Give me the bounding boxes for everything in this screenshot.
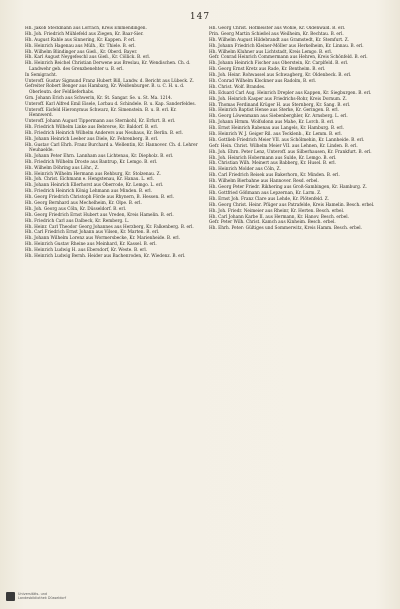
register-entry: Hh. Georg Löwenmann aus Siebenberghler, Kr. Arnsberg. L. erl. [209, 114, 348, 120]
register-entry: Hh. Georg Peter Friedr. Rikhering aus Groß-Sambingen, Kr. Hamburg. Z. [209, 185, 367, 191]
register-entry: Hh. Gottfried Gößmann aus Lepzernan, Kr. Larm. Z. [209, 190, 322, 196]
register-entry: Hh. Georg Christ. Heinr. Pfüger aus Patrafelde, Kreis Hamelin. Besch. erbel. [209, 202, 375, 208]
register-entry: Hh. Johann Friedrich Kleiner-Möller aus Herkelheim, Kr. Linnau. B. erl. [209, 43, 364, 49]
register-entry: Hh. Thomas Ferdinand Krüger H. aus Sternberg, Kr. Sang. B. erl. [209, 102, 351, 108]
register-entry: Hh. Wilhelm August Hildebrandt aus Gramstedt, Kr. Stemfurt. Z. [209, 37, 350, 43]
right-column [209, 26, 383, 586]
register-entry: Hh. Joh. Georg aus Cöln, Kr. Düsseldorf. B. erl. [25, 206, 127, 212]
register-entry: Prin. Georg Martin Schießel aus Weilheim, Kr. Bechtau. B. erl. [209, 31, 344, 37]
register-entry: Hh. Wilhelm Döhring aus Löhr., Z. [25, 165, 99, 171]
register-entry: Hh. Wilhelm Kluhner aus Lichtstadt, Kreis Lemgo. B. erl. [209, 49, 333, 55]
register-entry: Hh. Joh. Heinr. Rohwassel aus Schwagberg, Kr. Oldenbeck. B. erl. [209, 73, 352, 79]
register-entry: Hh. Heinrich Gustav Rheine aus Meinhard, Kr. Kassel. B. erl. [25, 242, 157, 248]
register-entry: Hh. Johann Hrmm. Wolfsdonn aus Mahe, Kr. Lorch. B. erl. [209, 120, 335, 126]
register-entry: Hh. Heinrich Hagenau aus Mülh., Kr. Thiele. B. erl. [25, 43, 136, 49]
register-entry: Hh. Carl Friedrich Ernst Johann aus Vilsen, Kr. Marten. B. erl. [25, 230, 160, 236]
register-columns [25, 26, 383, 586]
register-entry: Hh. Jakob Steckmann aus Lörrach, Kreis Emmendingen. [25, 26, 147, 31]
register-entry: Hh. Heinrich Molder aus Cöln, Z. [209, 167, 281, 173]
register-entry: Hh. Johann Peter Ehrn. Lannham aus Lichtenau, Kr. Diepholz. B. erl. [25, 153, 174, 159]
register-entry: Hh. Johann Heinrich Leeber aus Diele, Kr. Fehrenberg. B. erl. [25, 136, 159, 142]
register-entry: Hh. Karl August Neygefeschl aus Gieß., Kr. Cöllick. B. erl. [25, 55, 151, 61]
register-entry: Hh. August Rahle aus Sinnering, Kr. Kappen. P. erl. [25, 37, 136, 43]
register-entry: Gefreiter Robert Benger aus Hambarg, Kr. Weißenburger. B. u. C. H. u. d. Oberleutn. der Feldlieferhabs. [25, 84, 185, 95]
register-entry: Hh. Joh. Friedrich Mühlefeld aus Ziegen, Kr. Baar-Sier. [25, 31, 144, 37]
register-entry: Hh. Georg Ernst Kretz aus Rade, Kr. Bentheim. B. erl. [209, 67, 326, 73]
register-entry: Hh. Joh. Heinrich Hobermann aus Sulde, Kr. Lemgo. B. erl. [209, 155, 337, 161]
register-entry: Hh. Johann Heinrich Ellerhorst aus Oberrode, Kr. Lemgo. L. erl. [25, 183, 164, 189]
register-entry: Hh. Ernst Joh. Franz Clare aus Lehde, Kr. Plötenfeld. Z. [209, 196, 329, 202]
register-entry: Hh. Ernst Heinrich Rabenau aus Langels, Kr. Hamburg. B. erl. [209, 126, 344, 132]
register-entry: Hh. Friedrich Wilhelm Linke aus Bebrerse, Kr. Baldorf. B. erl. [25, 124, 159, 130]
register-entry: Hh. Georg Friedrich Christoph Förde aus Rhynern, B. Hessen. B. erl. [25, 195, 174, 201]
register-entry: Gefr. Peter Wilh. Christ. Kamch aus Kinheim. Besch. erbel. [209, 220, 336, 226]
register-entry: Gefr. Conrad Heinrich Commermann aus Hehren, Kreis Schönfeld. B. erl. [209, 55, 368, 61]
library-logo [6, 592, 66, 601]
register-entry: Hh. Carl Johann Karbe II. aus Hermann, Kr. Hanov. Besch. erbel. [209, 214, 349, 220]
register-entry: Hh. Heinrich Reichel Christian Derwene aus Breslau, Kr. Wendischen. Ch. d. Landwehr geb. des Grenzbenehter u. B. erl. [25, 61, 191, 72]
register-entry: Hh. Joh. Ehrn. Peter Lenz, Unteroff. aus Silberhausen, Kr. Frankfurt. B. erl. [209, 149, 372, 155]
register-entry: Hh. Heinr. Carl Theodor Georg Johannes aus Herzberg, Kr. Falkenberg. B. erl. [25, 224, 194, 230]
register-entry: Hh. Friedrich Carl aus Dalbeck, Kr. Remberg. L. [25, 218, 130, 224]
register-entry: Hh. Christian Wilh. Meinert aus Babberg, Kr. Husel. B. erl. [209, 161, 337, 167]
register-entry: Hh. Georg Christ. Hofmeister aus Wöhle, Kr. Oldenwald. B. erl. [209, 26, 346, 31]
page-number: 147 [189, 12, 211, 22]
register-entry: Hh. Friedrich Wilhelm Droste aus Bantrup, Kr. Lemgo. B. erl. [25, 159, 158, 165]
left-column [25, 26, 199, 586]
register-entry: Hh. Gottlieb Friedrich Meier VII. aus Schölmehin, Kr. Lannheide. B. erl. [209, 137, 365, 143]
register-entry: Hh. Heinrich Ludwig Bernh. Heider aus Bachenroden, Kr. Wiedenz. B. erl. [25, 253, 186, 259]
register-entry: Hh. Heinrich Baptist Hense aus Sterke, Kr. Geringen. B. erl. [209, 108, 340, 114]
logo-text-line-1: Universitäts- und [18, 591, 48, 596]
register-entry: In Semigracht. [25, 72, 58, 78]
register-entry: Hh. Joh. Heinrich Kasper aus Friedrichs-Rohr, Kreis Dornum. Z. [209, 96, 347, 102]
register-entry: Hh. Friedrich Heinrich König Lehmann aus Minden. B. erl. [25, 189, 153, 195]
register-entry: Hh. Heinrich Wilhelm Hermann aus Rehburg, Kr. Stolzenau. Z. [25, 171, 161, 177]
register-entry: Unteroff. Gustav Sigmund Franz Hubert Bill, Landw. d. Bericht aus Lübeck. Z. [25, 78, 194, 84]
register-entry: Hh. Gustav Carl Ehrh. Franz Burchard a. Wellentin, Kr. Hannover. Ch. d. Lehrer Neuhaelde. [25, 142, 198, 153]
register-entry: Unteroff. Eisfeld Hieronymus Schwarz, Kr. Simenstein. B. u. B. erl. Kr. Hennwerd. [25, 107, 177, 119]
register-entry: Unteroff. Karl Alfred Emil Eisele, Lorbau d. Schindele. B. u. Kap. Sanderfeldes. [25, 101, 196, 107]
register-entry: Hh. Carl Friedrich Reisek aus Bakerhorn, Kr. Minden. B. erl. [209, 173, 340, 179]
register-entry: Hh. Johann Wilhelm Lorenz aus Wormersbecke, Kr. Marienheide. B. erl. [25, 236, 181, 242]
register-entry: Grn. Johann Erich aus Schwerin, Kr. St. Sangar. Se. u. St. Ma. 1214. [25, 95, 173, 101]
logo-text-line-2: Landesbibliothek Düsseldorf [18, 595, 67, 600]
register-entry: Hh. Conrad Wilhelm Klockner aus Radolm, B. erl. [209, 79, 317, 85]
library-logo-icon [6, 592, 15, 601]
register-entry: Gefr. Hein. Christ. Wilhelm Meier VII. aus Lehnen, Kr. Linden. B. erl. [209, 143, 358, 149]
register-entry: Hh. Christ. Wolf. Brandes. [209, 84, 266, 90]
register-entry: Hh. Wilhelm Blindinger aus Gieß., Kr. Oberd. Bayer. [25, 49, 138, 55]
register-entry: Hh. Georg Friedrich Ernst Hubert aus Vreden, Kreis Hamelin. B. erl. [25, 212, 174, 218]
register-entry: Unteroff. Johann August Tippermann aus Sternkohl, Kr. Erfurt. B. erl. [25, 118, 176, 124]
register-entry: Hh. Joh. Christ. Eichmann e. Hengstenau, Kr. Hanau. L. erl. [25, 177, 154, 183]
register-entry: Hh. Johann Heinrich Fischer aus Oberstein, Kr. Carplfeld. B. erl. [209, 61, 349, 67]
register-entry: Hh. Georg Bernhard aus Mechelheim, Kr. Olpe. B. erl. [25, 200, 142, 206]
register-entry: Hh. Wilhelm Bierbahne aus Hannover. Resd. erbel. [209, 179, 319, 185]
register-entry: Hh. Heinrich Ludwig H. aus Ebersdorf, Kr. Weste. B. erl. [25, 248, 148, 254]
register-entry: Hh. Heinrich W. J. Geiger Ril. aus Tecklenb., Kr. Lemm. B. erl. [209, 132, 343, 138]
register-entry: Hh. Ehrh. Peter: Gültiges und Sommerwitz, Kreis Hamm. Besch. erbel. [209, 226, 363, 232]
register-entry: Hh. Eduard Carl Aug. Heinrich Drepler aus Kappen, Kr. Siegburgen. B. erl. [209, 90, 372, 96]
register-entry: Hh. Friedrich Heinrich Wilhelm Anderers aus Neuhaus, Kr. Berlin. B. erl. [25, 130, 183, 136]
register-entry: Hh. Joh. Friedr. Neimeier aus Rheinr, Kr. Herten. Besch. erbel. [209, 208, 345, 214]
